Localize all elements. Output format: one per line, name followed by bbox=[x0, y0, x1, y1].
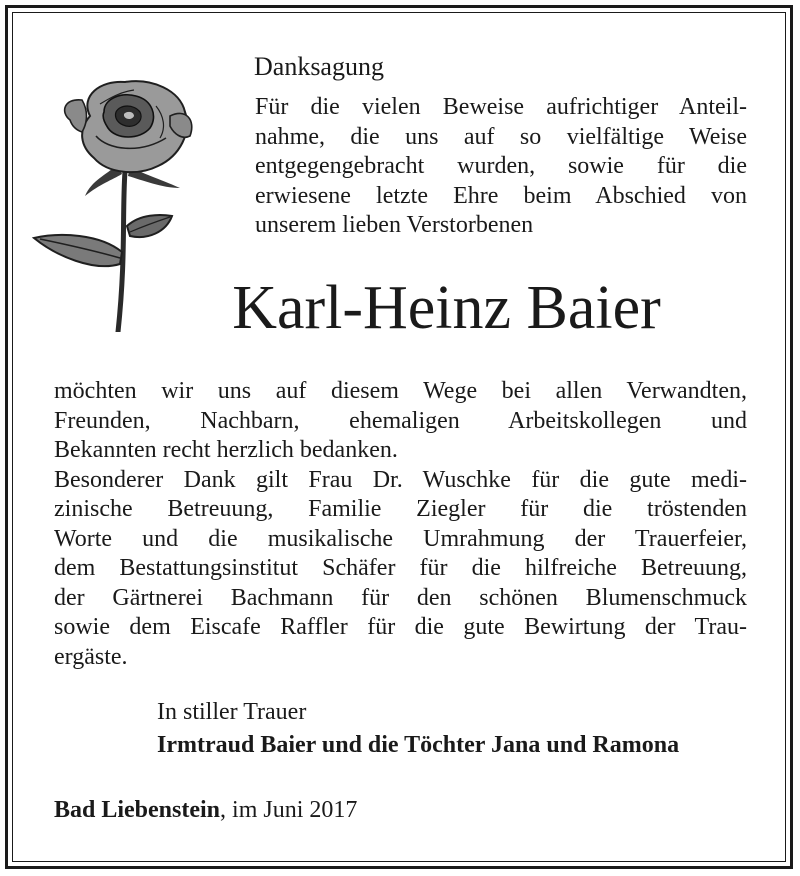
intro-line: nahme, die uns auf so vielfältige Weise bbox=[255, 123, 747, 150]
body-line: möchten wir uns auf diesem Wege bei allen Verwandten, bbox=[54, 378, 747, 404]
body-line: dem Bestattungsinstitut Schäfer für die hilfreiche Betreuung, bbox=[54, 555, 747, 581]
body-line: zinische Betreuung, Familie Ziegler für die tröstenden bbox=[54, 496, 747, 522]
body-line: Worte und die musikalische Umrahmung der Trauerfeier, bbox=[54, 525, 747, 552]
body-line: sowie dem Eiscafe Raffler für die gute Bewirtung der Trau- bbox=[54, 614, 747, 640]
mourning-phrase: In stiller Trauer bbox=[157, 699, 307, 725]
intro-line: entgegengebracht wurden, sowie für die bbox=[255, 153, 747, 179]
family-signature: Irmtraud Baier und die Töchter Jana und Ramona bbox=[157, 732, 680, 758]
intro-line: erwiesene letzte Ehre beim Abschied von bbox=[255, 182, 747, 209]
deceased-name: Karl-Heinz Baier bbox=[232, 274, 661, 342]
date-text: , im Juni 2017 bbox=[220, 797, 358, 823]
body-line: Freunden, Nachbarn, ehemaligen Arbeitskollegen und bbox=[54, 407, 747, 434]
body-line: Bekannten recht herzlich bedanken. bbox=[54, 437, 398, 463]
body-line: Besonderer Dank gilt Frau Dr. Wuschke für die gute medi- bbox=[54, 466, 747, 493]
intro-line: unserem lieben Verstorbenen bbox=[255, 212, 534, 238]
place-name: Bad Liebenstein bbox=[54, 797, 221, 823]
body-line: der Gärtnerei Bachmann für den schönen Blumenschmuck bbox=[54, 584, 747, 611]
body-line: ergäste. bbox=[54, 643, 128, 670]
place-date bbox=[54, 795, 357, 825]
thanks-paragraph bbox=[54, 377, 747, 672]
intro-line: Für die vielen Beweise aufrichtiger Anteil- bbox=[255, 94, 747, 120]
intro-paragraph bbox=[255, 93, 747, 241]
heading-danksagung: Danksagung bbox=[254, 52, 384, 81]
